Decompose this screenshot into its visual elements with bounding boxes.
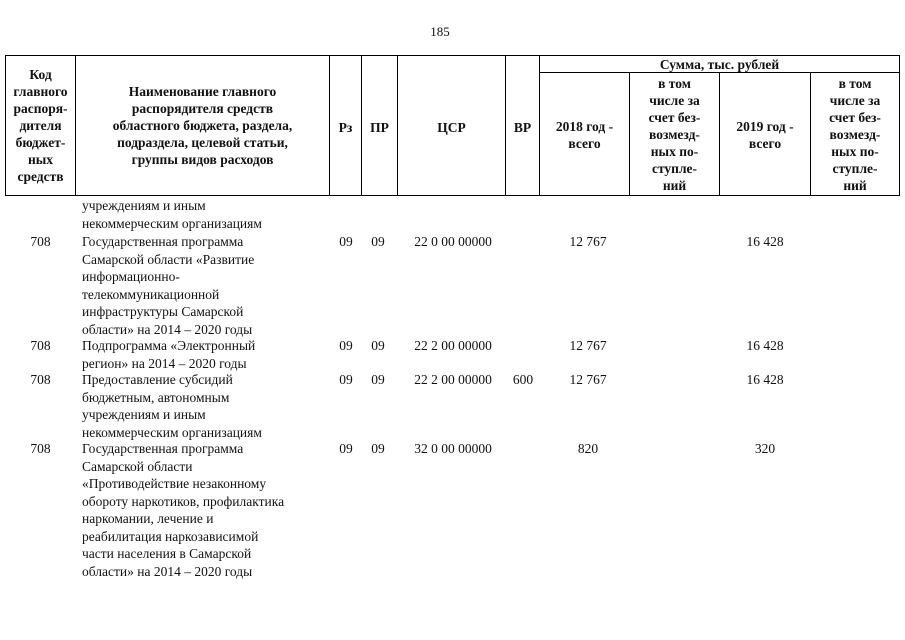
- table-row-pr: 09: [371, 234, 385, 249]
- table-row-name: учреждениям и иным некоммерческим организациям: [82, 198, 262, 231]
- table-row-code: 708: [30, 441, 51, 456]
- header-vr: ВР: [513, 120, 532, 135]
- table-row-2018-total: 820: [577, 441, 599, 456]
- header-2018-free: в том числе за счет без- возмезд- ных по- ступле- ний: [648, 76, 701, 193]
- table-row-name: Государственная программа Самарской области «Развитие информационно- телекоммуникационной инфраструктуры Самарской области» на 2014 – 2020 годы: [82, 234, 255, 337]
- header-name: Наименование главного распорядителя средств областного бюджета, раздела, подраздела, целевой статьи, группы видов расходов: [112, 84, 293, 167]
- header-2019-total: 2019 год - всего: [736, 119, 794, 151]
- table-row-csr: 22 2 00 00000: [414, 372, 492, 387]
- header-2018-total: 2018 год - всего: [555, 119, 614, 151]
- table-row-rz: 09: [339, 441, 353, 456]
- table-row-rz: 09: [339, 338, 353, 353]
- table-row-2019-total: 16 428: [746, 338, 784, 353]
- table-row-2018-total: 12 767: [569, 338, 607, 353]
- header-pr: ПР: [370, 120, 389, 135]
- table-row-vr: 600: [512, 372, 534, 387]
- table-row-code: 708: [30, 234, 51, 249]
- table-row-csr: 22 0 00 00000: [414, 234, 492, 249]
- table-row-2019-total: 320: [754, 441, 776, 456]
- table-row-name: Предоставление субсидий бюджетным, автономным учреждениям и иным некоммерческим организациям: [82, 372, 262, 440]
- table-row-code: 708: [30, 338, 51, 353]
- header-csr: ЦСР: [437, 120, 466, 135]
- table-row-2018-total: 12 767: [569, 234, 607, 249]
- table-row-2018-total: 12 767: [569, 372, 607, 387]
- table-row-2019-total: 16 428: [746, 234, 784, 249]
- page-number: 185: [430, 24, 450, 39]
- header-sum: Сумма, тыс. рублей: [659, 57, 780, 72]
- header-code: Код главного распоря- дителя бюджет- ных средств: [13, 67, 68, 184]
- table-row-name: Подпрограмма «Электронный регион» на 2014 – 2020 годы: [82, 338, 256, 371]
- table-row-pr: 09: [371, 372, 385, 387]
- table-row-csr: 32 0 00 00000: [414, 441, 492, 456]
- table-row-rz: 09: [339, 234, 353, 249]
- header-bottom-border: [5, 195, 900, 196]
- table-row-csr: 22 2 00 00000: [414, 338, 492, 353]
- col-border: [899, 55, 900, 195]
- table-row-code: 708: [30, 372, 51, 387]
- header-2019-free: в том числе за счет без- возмезд- ных по- ступле- ний: [829, 76, 881, 193]
- table-row-pr: 09: [371, 338, 385, 353]
- table-row-pr: 09: [371, 441, 385, 456]
- table-row-rz: 09: [339, 372, 353, 387]
- table-row-2019-total: 16 428: [746, 372, 784, 387]
- table-row-name: Государственная программа Самарской области «Противодействие незаконному обороту наркотиков, профилактика наркомании, лечение и реабилитация наркозависимой части населения в Самарской области» на 2014 – 2020 годы: [82, 441, 285, 579]
- header-rz: Рз: [338, 120, 353, 135]
